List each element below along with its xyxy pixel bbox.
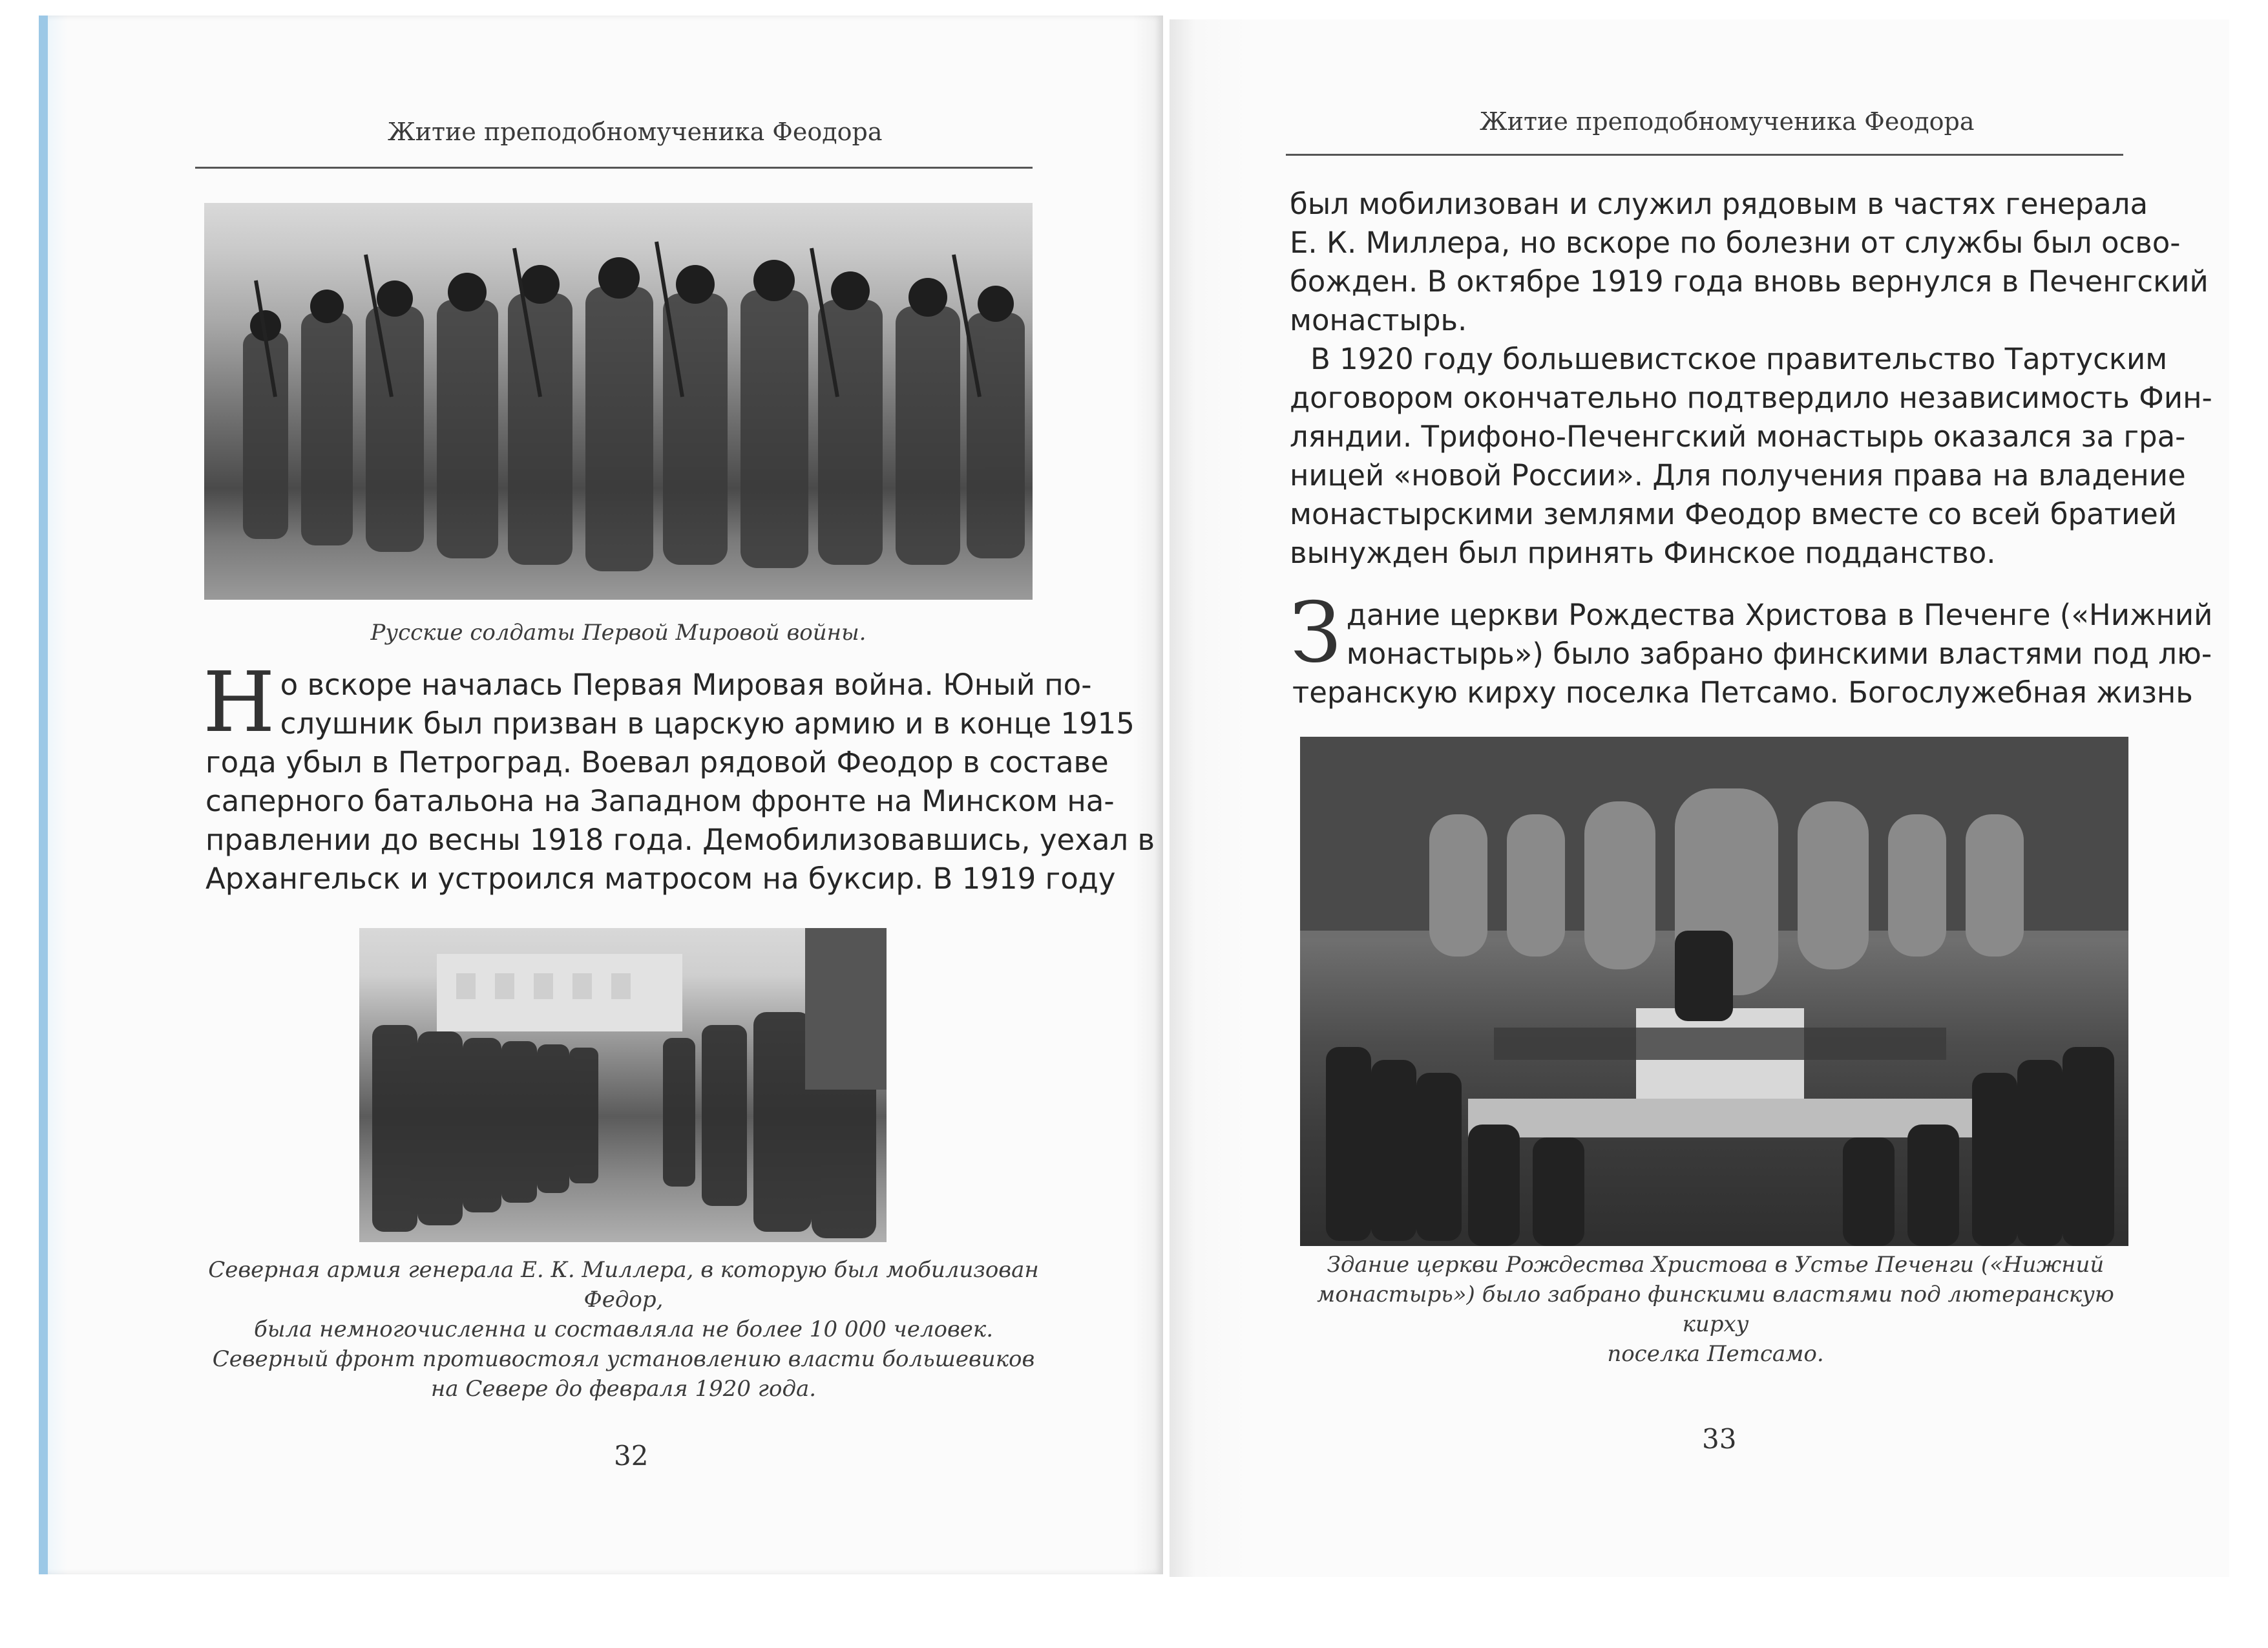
army-figures-illustration (359, 928, 887, 1242)
caption-church (1286, 1250, 2145, 1369)
drop-cap-left: Н (203, 655, 275, 751)
text-line: ницей «новой России». Для получения права на владение (1290, 458, 2186, 492)
text-line: Е. К. Миллера, но вскоре по болезни от службы был осво- (1290, 226, 2181, 260)
caption-soldiers: Русские солдаты Первой Мировой войны. (370, 620, 866, 646)
left-running-head: Житие преподобномученика Феодора (388, 118, 883, 146)
page-number-right: 33 (1702, 1423, 1737, 1455)
caption-northern-army (194, 1255, 1053, 1404)
text-line: монастырь») было забрано финскими властями под лю- (1346, 637, 2212, 671)
left-paragraph (203, 655, 1155, 898)
caption-line: Здание церкви Рождества Христова в Устье Печенги («Нижний (1327, 1252, 2105, 1278)
caption-line: была немногочисленна и составляла не более 10 000 человек. (254, 1316, 993, 1342)
text-line: о вскоре началась Первая Мировая война. Юный по- (280, 668, 1092, 702)
text-line: вынужден был принять Финское подданство. (1290, 536, 1996, 570)
text-line: ляндии. Трифоно-Печенгский монастырь оказался за гра- (1290, 419, 2186, 454)
caption-line: монастырь») было забрано финскими властями под лютеранскую кирху (1317, 1282, 2114, 1337)
caption-line: Северный фронт противостоял установлению власти большевиков (212, 1346, 1035, 1372)
right-paragraph-1 (1290, 185, 2209, 340)
text-line: Архангельск и устроился матросом на буксир. В 1919 году (205, 861, 1116, 896)
text-line: божден. В октябре 1919 года вновь вернулся в Печенгский (1290, 264, 2209, 299)
left-header-rule (195, 167, 1033, 169)
soldiers-figures-illustration (204, 203, 1033, 600)
right-header-rule (1286, 154, 2123, 156)
text-line: договором окончательно подтвердило независимость Фин- (1290, 381, 2212, 415)
text-line: монастырскими землями Феодор вместе со всей братией (1290, 497, 2178, 531)
text-line: дание церкви Рождества Христова в Печенге («Нижний (1346, 598, 2213, 632)
photo-church-interior (1300, 737, 2128, 1246)
text-line: года убыл в Петроград. Воевал рядовой Феодор в составе (205, 745, 1109, 779)
text-line: правлении до весны 1918 года. Демобилизовавшись, уехал в (205, 823, 1155, 857)
caption-line: поселка Петсамо. (1607, 1341, 1824, 1367)
caption-line: Северная армия генерала Е. К. Миллера, в которую был мобилизован Федор, (208, 1257, 1039, 1313)
text-line: теранскую кирху поселка Петсамо. Богослужебная жизнь (1292, 675, 2193, 710)
text-line: саперного батальона на Западном фронте на Минском на- (205, 784, 1115, 818)
right-paragraph-2 (1290, 340, 2212, 573)
church-interior-illustration (1300, 737, 2128, 1246)
text-line: В 1920 году большевистское правительство Тартуским (1310, 342, 2168, 376)
photo-soldiers-marching (204, 203, 1033, 600)
drop-cap-right: З (1290, 585, 1341, 681)
text-line: слушник был призван в царскую армию и в конце 1915 (280, 706, 1135, 741)
page-number-left: 32 (614, 1440, 649, 1472)
photo-northern-army (359, 928, 887, 1242)
caption-line: на Севере до февраля 1920 года. (430, 1376, 817, 1402)
right-running-head: Житие преподобномученика Феодора (1480, 107, 1975, 136)
right-paragraph-3 (1290, 585, 2213, 712)
text-line: был мобилизован и служил рядовым в частях генерала (1290, 187, 2148, 221)
text-line: монастырь. (1290, 303, 1467, 337)
